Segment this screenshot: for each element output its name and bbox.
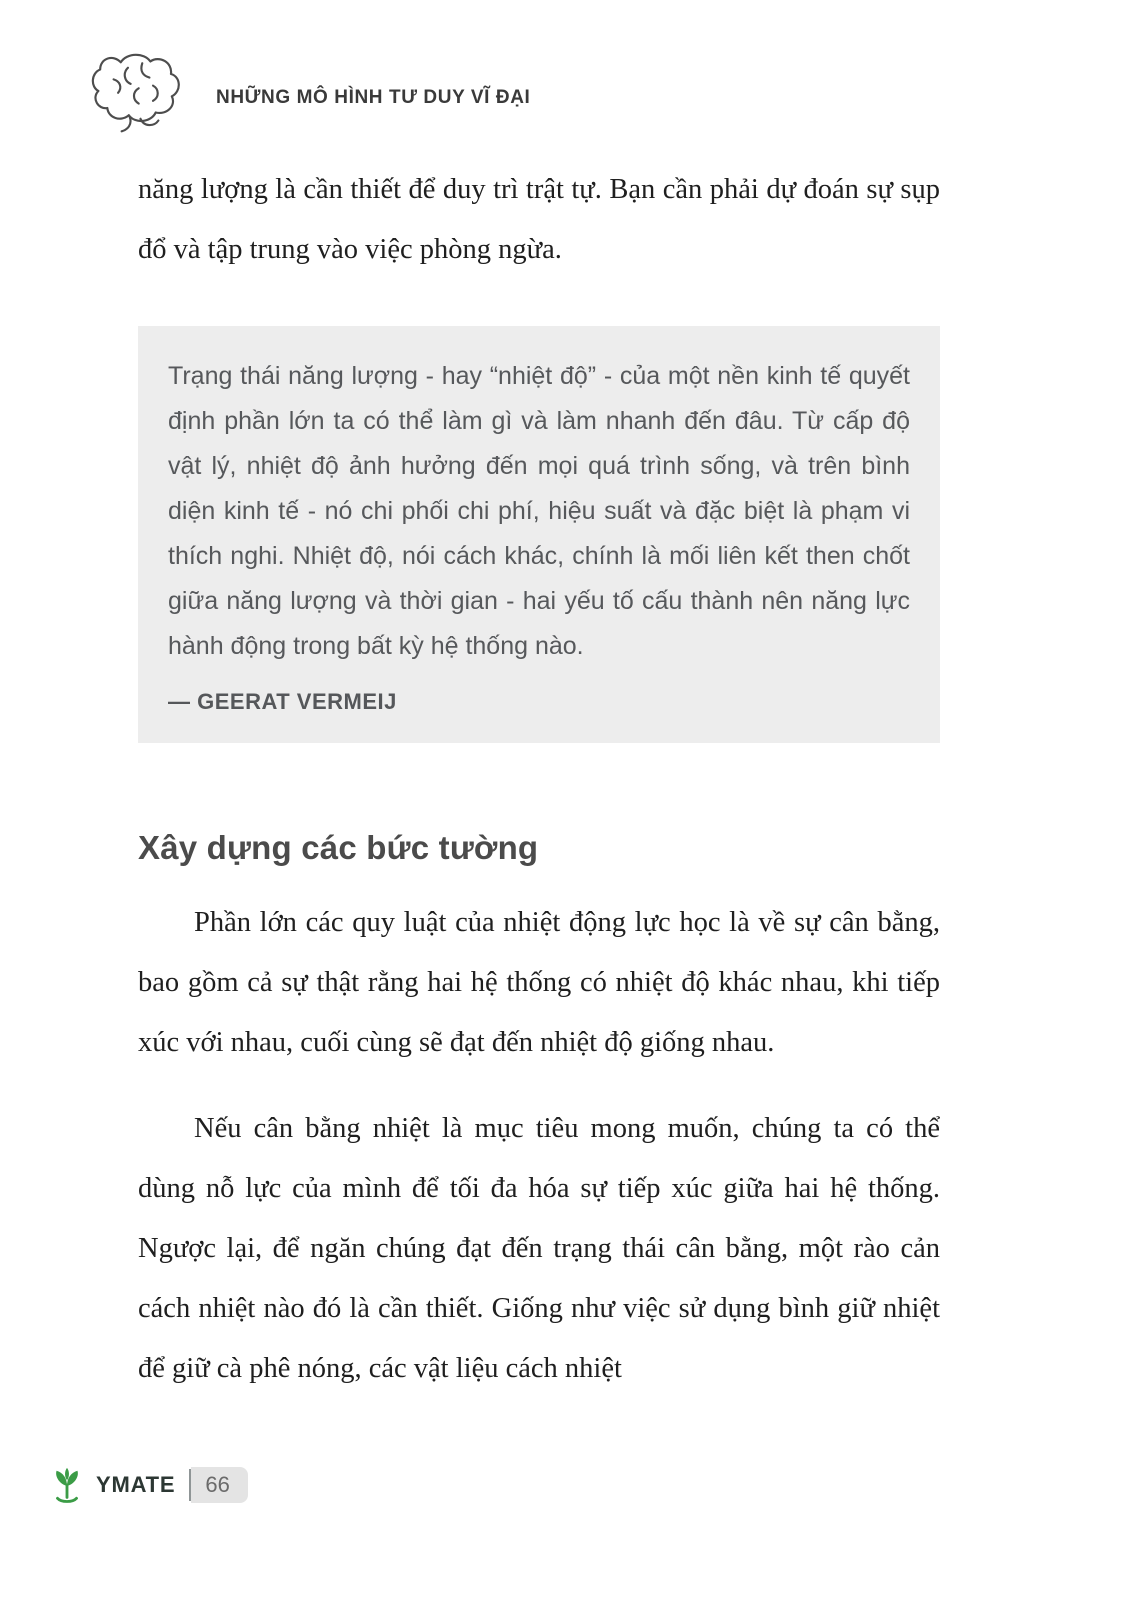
section-heading: Xây dựng các bức tường <box>138 829 539 866</box>
footer-brand: YMATE <box>96 1472 176 1497</box>
quote-block <box>138 326 940 743</box>
intro-paragraph: năng lượng là cần thiết để duy trì trật tự. Bạn cần phải dự đoán sự sụp đổ và tập trung vào việc phòng ngừa. <box>138 174 940 265</box>
ymate-logo-icon <box>48 1466 86 1504</box>
page-footer <box>48 1466 248 1504</box>
book-title: NHỮNG MÔ HÌNH TƯ DUY VĨ ĐẠI <box>216 87 531 108</box>
quote-text: Trạng thái năng lượng - hay “nhiệt độ” - của một nền kinh tế quyết định phần lớn ta có thể làm gì và làm nhanh đến đâu. Từ cấp độ vật lý, nhiệt độ ảnh hưởng đến mọi quá trình sống, và trên bình diện kinh tế - nó chi phối chi phí, hiệu suất và đặc biệt là phạm vi thích nghi. Nhiệt độ, nói cách khác, chính là mối liên kết then chốt giữa năng lượng và thời gian - hai yếu tố cấu thành nên năng lực hành động trong bất kỳ hệ thống nào. <box>168 362 910 660</box>
quote-attribution: — GEERAT VERMEIJ <box>168 689 397 714</box>
section-paragraph: Phần lớn các quy luật của nhiệt động lực học là về sự cân bằng, bao gồm cả sự thật rằng hai hệ thống có nhiệt độ khác nhau, khi tiếp xúc với nhau, cuối cùng sẽ đạt đến nhiệt độ giống nhau. <box>138 907 940 1058</box>
page-content <box>138 160 940 1399</box>
page-header <box>86 48 530 134</box>
page-number: 66 <box>191 1467 247 1503</box>
brain-icon <box>86 48 186 134</box>
section-paragraph: Nếu cân bằng nhiệt là mục tiêu mong muốn, chúng ta có thể dùng nỗ lực của mình để tối đa hóa sự tiếp xúc giữa hai hệ thống. Ngược lại, để ngăn chúng đạt đến trạng thái cân bằng, một rào cản cách nhiệt nào đó là cần thiết. Giống như việc sử dụng bình giữ nhiệt để giữ cà phê nóng, các vật liệu cách nhiệt <box>138 1113 940 1384</box>
